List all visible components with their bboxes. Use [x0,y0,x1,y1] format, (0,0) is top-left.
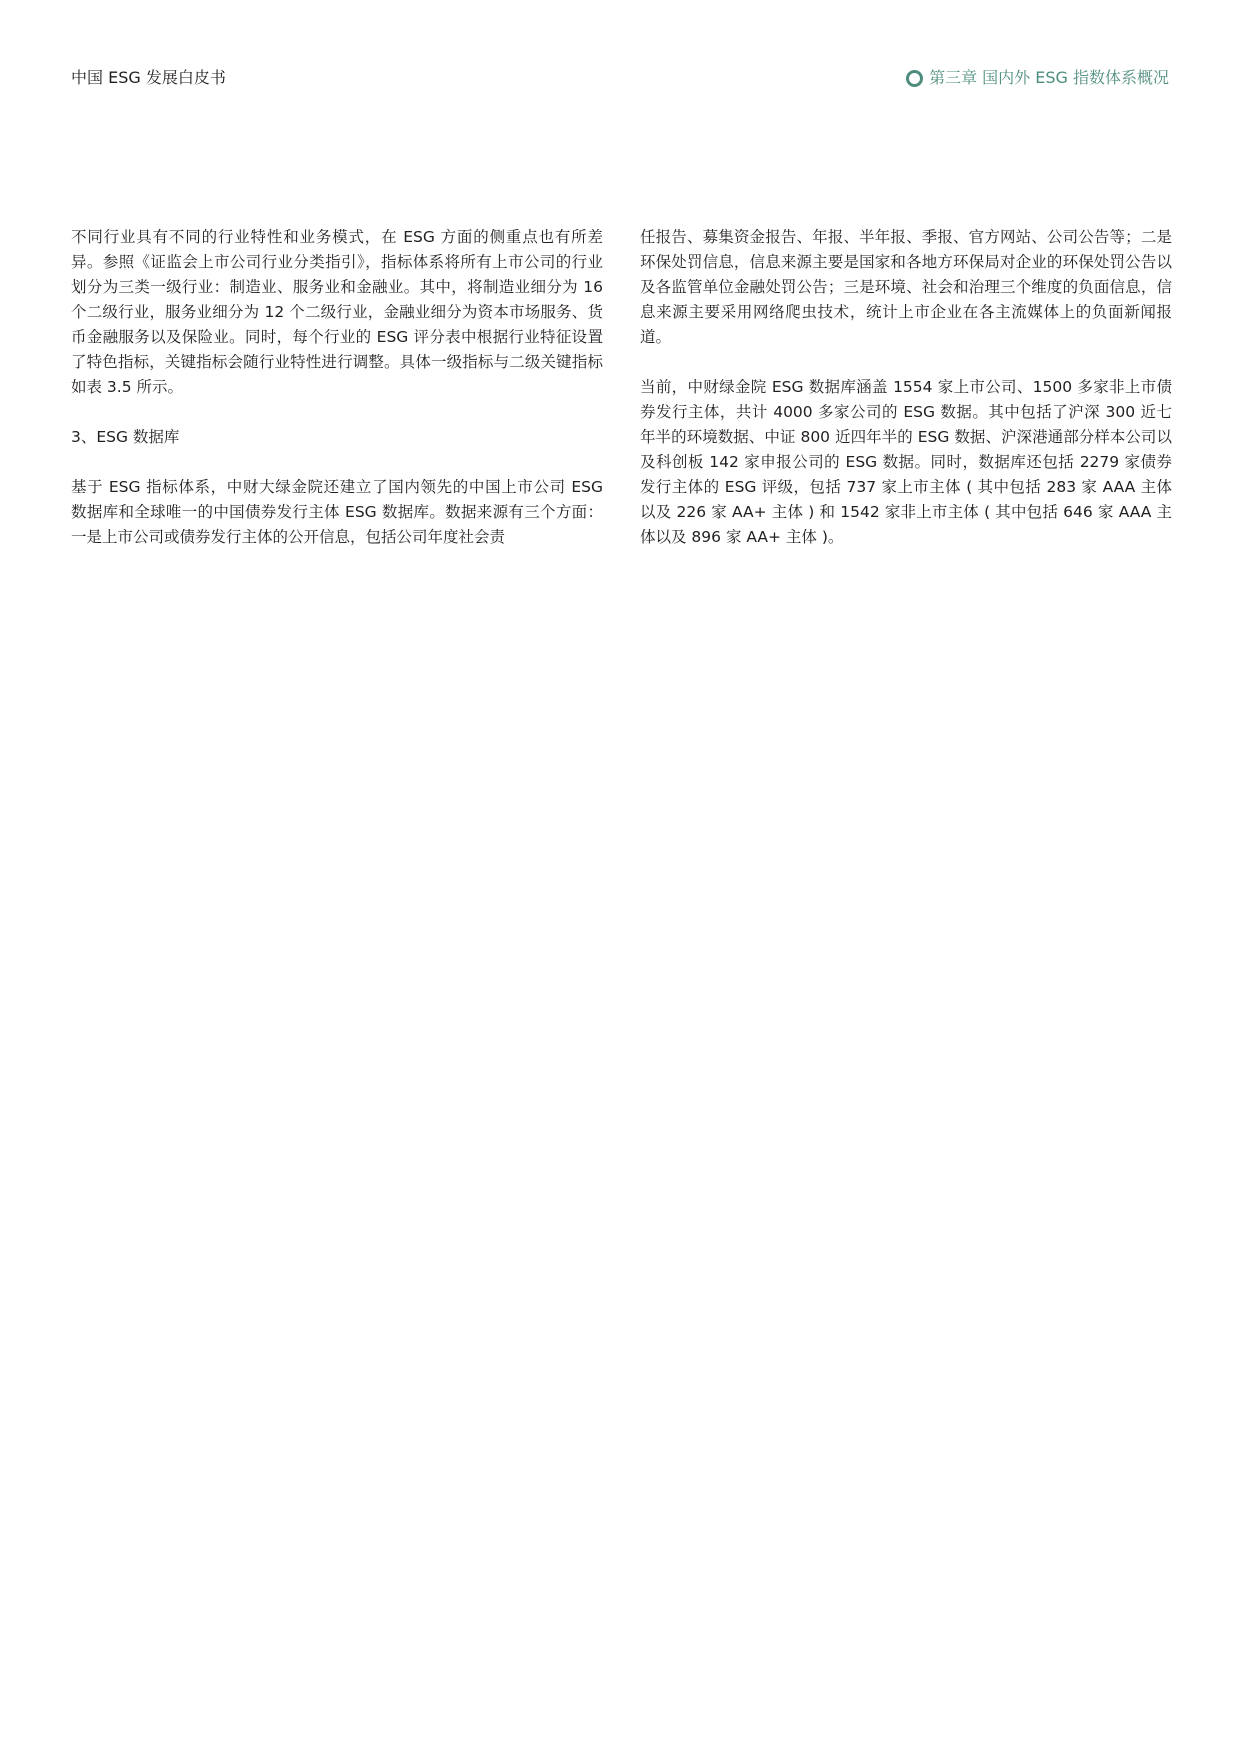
left-column [71,225,603,575]
chapter-header [906,66,1169,90]
section-heading: 3、ESG 数据库 [71,428,180,446]
ring-icon [906,70,923,87]
body-paragraph: 不同行业具有不同的行业特性和业务模式，在 ESG 方面的侧重点也有所差异。参照《证监会上市公司行业分类指引》，指标体系将所有上市公司的行业划分为三类一级行业：制造业、服务业和金融业。其中，将制造业细分为 16 个二级行业，服务业细分为 12 个二级行业，金融业细分为资本市场服务、货币金融服务以及保险业。同时，每个行业的 ESG 评分表中根据行业特征设置了特色指标，关键指标会随行业特性进行调整。具体一级指标与二级关键指标如表 3.5 所示。 [71,228,603,396]
book-title: 中国 ESG 发展白皮书 [71,68,226,87]
body-paragraph: 任报告、募集资金报告、年报、半年报、季报、官方网站、公司公告等；二是环保处罚信息，信息来源主要是国家和各地方环保局对企业的环保处罚公告以及各监管单位金融处罚公告；三是环境、社会和治理三个维度的负面信息，信息来源主要采用网络爬虫技术，统计上市企业在各主流媒体上的负面新闻报道。 [640,228,1172,346]
body-paragraph: 基于 ESG 指标体系，中财大绿金院还建立了国内领先的中国上市公司 ESG 数据库和全球唯一的中国债券发行主体 ESG 数据库。数据来源有三个方面：一是上市公司或债券发行主体的公开信息，包括公司年度社会责 [71,478,603,546]
chapter-title: 第三章 国内外 ESG 指数体系概况 [929,68,1169,87]
body-paragraph: 当前，中财绿金院 ESG 数据库涵盖 1554 家上市公司、1500 多家非上市债券发行主体，共计 4000 多家公司的 ESG 数据。其中包括了沪深 300 近七年半的环境数据、中证 800 近四年半的 ESG 数据、沪深港通部分样本公司以及科创板 142 家申报公司的 ESG 数据。同时，数据库还包括 2279 家债券发行主体的 ESG 评级，包括 737 家上市主体 ( 其中包括 283 家 AAA 主体以及 226 家 AA+ 主体 ) 和 1542 家非上市主体 ( 其中包括 646 家 AAA 主体以及 896 家 AA+ 主体 )。 [640,378,1172,546]
right-column [640,225,1172,575]
